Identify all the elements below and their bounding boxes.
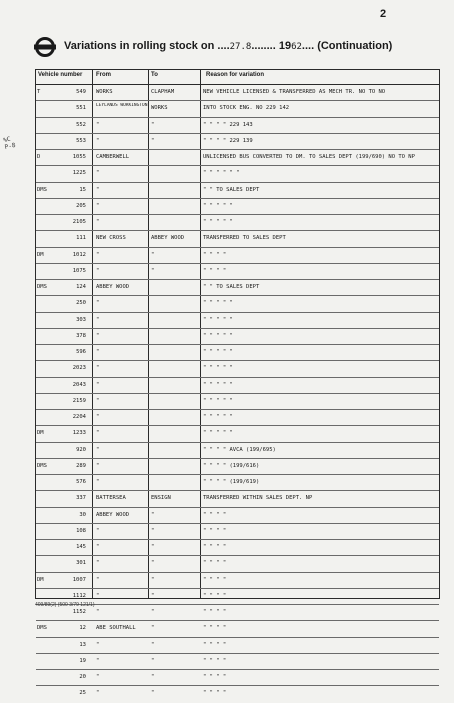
table-row [36, 345, 439, 361]
from-garage: " [96, 202, 100, 209]
reason-text: TRANSFERRED WITHIN SALES DEPT. NP [203, 495, 313, 502]
to-garage: " [151, 625, 155, 632]
vehicle-number: 1007 [72, 576, 86, 583]
vehicle-class: DMS [37, 186, 47, 193]
from-garage: " [96, 397, 100, 404]
form-code: 409/89(2) (500 3/79 121/1) [35, 602, 95, 608]
table-row [36, 215, 439, 231]
from-garage: " [96, 609, 100, 615]
reason-text: " " " " (199/619) [203, 479, 260, 485]
to-garage: " [151, 560, 155, 567]
reason-text: " " " " [203, 527, 227, 534]
from-garage: " [96, 446, 100, 453]
from-garage: " [96, 576, 100, 583]
to-garage: ABBEY WOOD [151, 235, 185, 242]
from-garage: " [96, 251, 100, 258]
table-row [36, 605, 439, 621]
vehicle-number: 1233 [72, 430, 86, 437]
vehicle-number: 19 [79, 657, 86, 664]
from-garage: " [96, 349, 100, 355]
table-row [36, 280, 439, 296]
from-garage: CAMBERWELL [96, 154, 130, 160]
table-row [36, 199, 439, 215]
to-garage: " [151, 544, 155, 550]
to-garage: " [151, 690, 155, 697]
table-row [36, 621, 439, 637]
from-garage: " [96, 186, 100, 193]
from-garage: " [96, 657, 100, 664]
vehicle-number: 1225 [72, 170, 86, 177]
vehicle-number: 289 [76, 462, 86, 469]
table-row [36, 443, 439, 459]
title-prefix: Variations in rolling stock on .... [64, 40, 230, 52]
vehicle-number: 301 [76, 560, 86, 567]
to-garage: " [151, 609, 155, 615]
to-garage: " [151, 674, 155, 680]
vehicle-number: 13 [79, 641, 86, 648]
to-garage: CLAPHAM [151, 89, 175, 95]
to-garage: " [151, 527, 155, 534]
to-garage: ENSIGN [151, 495, 171, 502]
reason-text: " " " " " [203, 332, 233, 339]
vehicle-class: D [37, 154, 41, 160]
table-row [36, 134, 439, 150]
reason-text: " " TO SALES DEPT [203, 284, 260, 290]
page-number: 2 [380, 8, 387, 20]
reason-text: " " " " 229 143 [203, 121, 253, 128]
table-row [36, 264, 439, 280]
roundel-logo-icon [34, 36, 56, 58]
table-row [36, 248, 439, 264]
vehicle-number: 1012 [72, 251, 86, 258]
reason-text: " " " " " [203, 316, 233, 323]
from-garage: ABE SOUTHALL [96, 625, 136, 632]
margin-annotation [3, 135, 17, 151]
table-row [36, 394, 439, 410]
from-garage: " [96, 527, 100, 534]
vehicle-number: 378 [76, 332, 86, 339]
from-garage: " [96, 690, 100, 697]
vehicle-number: 596 [76, 349, 86, 355]
vehicle-number: 549 [76, 89, 86, 95]
vehicle-number: 15 [79, 186, 86, 193]
table-row [36, 573, 439, 589]
from-garage: " [96, 381, 100, 388]
reason-text: " " " " " [203, 365, 233, 372]
vehicle-number: 20 [79, 674, 86, 680]
vehicle-number: 1112 [72, 592, 86, 599]
from-garage: " [96, 479, 100, 485]
to-garage: " [151, 121, 155, 128]
reason-text: " " " " " " [203, 170, 240, 177]
table-row [36, 118, 439, 134]
table-row [36, 654, 439, 670]
vehicle-number: 920 [76, 446, 86, 453]
table-row [36, 296, 439, 312]
vehicle-number: 2043 [72, 381, 86, 388]
to-garage: " [151, 511, 155, 518]
table-row [36, 589, 439, 605]
from-garage: " [96, 674, 100, 680]
reason-text: " " " " [203, 560, 227, 567]
reason-text: " " " " " [203, 414, 233, 420]
reason-text: " " " " [203, 657, 227, 664]
table-row [36, 101, 439, 117]
vehicle-number: 30 [79, 511, 86, 518]
vehicle-number: 111 [76, 235, 86, 242]
vehicle-class: DM [37, 430, 44, 437]
vehicle-number: 303 [76, 316, 86, 323]
from-garage: " [96, 641, 100, 648]
vehicle-number: 205 [76, 202, 86, 209]
from-garage: LEYLANDS WORKINGTON [96, 103, 148, 109]
vehicle-number: 2159 [72, 397, 86, 404]
vehicle-class: T [37, 89, 41, 95]
table-row [36, 85, 439, 101]
to-garage: " [151, 576, 155, 583]
to-garage: WORKS [151, 105, 168, 112]
reason-text: " " TO SALES DEPT [203, 186, 260, 193]
to-garage: " [151, 251, 155, 258]
vehicle-number: 2204 [72, 414, 86, 420]
col-header-from: From [96, 72, 111, 78]
reason-text: INTO STOCK ENG. NO 229 142 [203, 105, 290, 112]
col-header-reason: Reason for variation [206, 72, 265, 78]
reason-text: " " " " [203, 625, 227, 632]
table-row [36, 426, 439, 442]
reason-text: " " " " " [203, 397, 233, 404]
reason-text: " " " " [203, 511, 227, 518]
from-garage: " [96, 219, 100, 225]
reason-text: " " " " " [203, 349, 233, 355]
reason-text: " " " " [203, 267, 227, 274]
from-garage: " [96, 462, 100, 469]
reason-text: " " " " [203, 674, 227, 680]
vehicle-number: 2105 [72, 219, 86, 225]
from-garage: " [96, 365, 100, 372]
vehicle-number: 250 [76, 300, 86, 307]
from-garage: " [96, 137, 100, 144]
vehicle-number: 337 [76, 495, 86, 502]
from-garage: BATTERSEA [96, 495, 126, 502]
reason-text: " " " " 229 139 [203, 137, 253, 144]
vehicle-number: 108 [76, 527, 86, 534]
table-row [36, 540, 439, 556]
reason-text: TRANSFERRED TO SALES DEPT [203, 235, 286, 242]
vehicle-number: 553 [76, 137, 86, 144]
reason-text: UNLICENSED BUS CONVERTED TO DM. TO SALES DEPT (199/690) NO TO NP [203, 154, 415, 160]
vehicle-number: 576 [76, 479, 86, 485]
from-garage: " [96, 121, 100, 128]
vehicle-class: DMS [37, 625, 47, 632]
from-garage: " [96, 316, 100, 323]
from-garage: " [96, 267, 100, 274]
table-row [36, 166, 439, 182]
table-row [36, 556, 439, 572]
reason-text: " " " " [203, 690, 227, 697]
vehicle-number: 124 [76, 284, 86, 290]
from-garage: " [96, 430, 100, 437]
from-garage: " [96, 332, 100, 339]
table-row [36, 475, 439, 491]
title-mid: ........ 19 [251, 40, 292, 52]
vehicle-number: 552 [76, 121, 86, 128]
table-row [36, 491, 439, 507]
reason-text: " " " " [203, 609, 227, 615]
from-garage: " [96, 560, 100, 567]
vehicle-number: 12 [79, 625, 86, 632]
vehicle-number: 551 [76, 105, 86, 112]
table-row [36, 378, 439, 394]
from-garage: " [96, 414, 100, 420]
reason-text: " " " " " [203, 219, 233, 225]
to-garage: " [151, 641, 155, 648]
form-title [64, 40, 392, 52]
vehicle-class: DMS [37, 462, 47, 469]
reason-text: " " " " [203, 641, 227, 648]
table-row [36, 183, 439, 199]
reason-text: " " " " " [203, 300, 233, 307]
vehicle-number: 1152 [72, 609, 86, 615]
table-row [36, 524, 439, 540]
from-garage: " [96, 170, 100, 177]
reason-text: " " " " (199/616) [203, 462, 260, 469]
vehicle-number: 25 [79, 690, 86, 697]
to-garage: " [151, 137, 155, 144]
vehicle-class: DM [37, 576, 44, 583]
table-row [36, 459, 439, 475]
reason-text: " " " " " [203, 202, 233, 209]
vehicle-number: 145 [76, 544, 86, 550]
col-header-vehicle: Vehicle number [38, 72, 83, 78]
table-row [36, 231, 439, 247]
reason-text: " " " " [203, 592, 227, 599]
reason-text: " " " " AVCA (199/695) [203, 446, 276, 453]
reason-text: " " " " [203, 544, 227, 550]
table-row [36, 686, 439, 702]
margin-note-text: %C P-8 [2, 135, 17, 151]
reason-text: NEW VEHICLE LICENSED & TRANSFERRED AS MECH TR. NO TO NO [203, 89, 386, 95]
reason-text: " " " " [203, 576, 227, 583]
form-header [34, 34, 440, 60]
to-garage: " [151, 657, 155, 664]
date-year: 62 [291, 42, 302, 52]
from-garage: " [96, 544, 100, 550]
from-garage: ABBEY WOOD [96, 511, 130, 518]
reason-text: " " " " " [203, 381, 233, 388]
table-row [36, 329, 439, 345]
from-garage: " [96, 300, 100, 307]
vehicle-class: DM [37, 251, 44, 258]
from-garage: NEW CROSS [96, 235, 126, 242]
table-row [36, 313, 439, 329]
from-garage: ABBEY WOOD [96, 284, 130, 290]
vehicle-number: 1055 [72, 154, 86, 160]
from-garage: " [96, 592, 100, 599]
date-day: 27.8 [229, 42, 252, 52]
table-row [36, 410, 439, 426]
vehicle-number: 2023 [72, 365, 86, 372]
vehicle-class: DMS [37, 284, 47, 290]
title-suffix: .... (Continuation) [301, 40, 393, 52]
table-row [36, 508, 439, 524]
table-row [36, 150, 439, 166]
vehicle-number: 1075 [72, 267, 86, 274]
to-garage: " [151, 267, 155, 274]
table-row [36, 361, 439, 377]
to-garage: " [151, 592, 155, 599]
col-header-to: To [151, 72, 158, 78]
from-garage: WORKS [96, 89, 113, 95]
reason-text: " " " " [203, 251, 227, 258]
table-row [36, 670, 439, 686]
reason-text: " " " " " [203, 430, 233, 437]
